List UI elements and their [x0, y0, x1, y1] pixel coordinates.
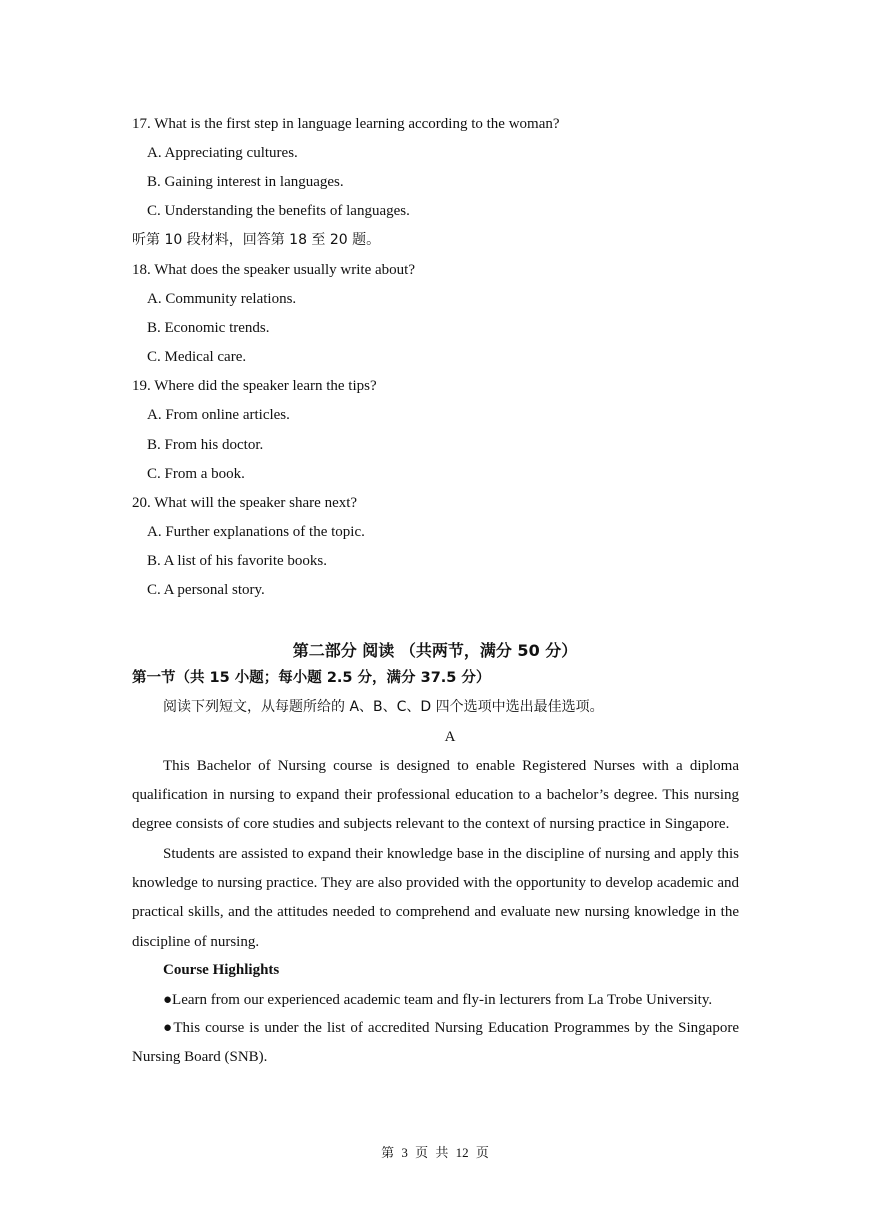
question-17-option-c: C. Understanding the benefits of languages.: [147, 203, 410, 219]
course-highlights-heading: Course Highlights: [163, 962, 280, 978]
part2-title: 第二部分 阅读 （共两节，满分 50 分）: [292, 641, 578, 660]
question-18-option-a: A. Community relations.: [147, 291, 297, 307]
question-17-option-a: A. Appreciating cultures.: [147, 145, 298, 161]
passage-paragraph-1: This Bachelor of Nursing course is designed to enable Registered Nurses with a diploma qualification in nursing to expand their professional education to a bachelor’s degree. This nursing degree consists of core studies and subjects relevant to the context of nursing practice in Singapore.: [132, 758, 739, 833]
section1-heading: 第一节（共 15 小题；每小题 2.5 分，满分 37.5 分）: [132, 670, 491, 686]
question-19-stem: 19. Where did the speaker learn the tips?: [132, 378, 377, 394]
page-footer: 第 3 页 共 12 页: [381, 1145, 489, 1160]
question-19-option-a: A. From online articles.: [147, 407, 290, 423]
question-20-option-a: A. Further explanations of the topic.: [147, 524, 365, 540]
question-18-option-c: C. Medical care.: [147, 349, 247, 365]
passage-label: A: [444, 729, 456, 745]
question-20-option-b: B. A list of his favorite books.: [147, 553, 327, 569]
question-18-stem: 18. What does the speaker usually write about?: [132, 262, 415, 278]
question-19-option-c: C. From a book.: [147, 466, 245, 482]
highlight-bullet-2: ●This course is under the list of accredited Nursing Education Programmes by the Singapore Nursing Board (SNB).: [132, 1020, 739, 1066]
highlight-bullet-1: ●Learn from our experienced academic team and fly-in lecturers from La Trobe University.: [163, 992, 713, 1008]
question-20-option-c: C. A personal story.: [147, 582, 265, 598]
question-19-option-b: B. From his doctor.: [147, 437, 264, 453]
passage-paragraph-2: Students are assisted to expand their knowledge base in the discipline of nursing and apply this knowledge to nursing practice. They are also provided with the opportunity to develop academic and practical skills, and the attitudes needed to comprehend and evaluate new nursing knowledge in the discipline of nursing.: [132, 846, 739, 950]
question-20-stem: 20. What will the speaker share next?: [132, 495, 358, 511]
reading-instruction: 阅读下列短文，从每题所给的 A、B、C、D 四个选项中选出最佳选项。: [163, 699, 604, 715]
question-17-stem: 17. What is the first step in language learning according to the woman?: [132, 116, 560, 132]
listening-instruction: 听第 10 段材料，回答第 18 至 20 题。: [132, 232, 381, 248]
question-18-option-b: B. Economic trends.: [147, 320, 270, 336]
question-17-option-b: B. Gaining interest in languages.: [147, 174, 344, 190]
